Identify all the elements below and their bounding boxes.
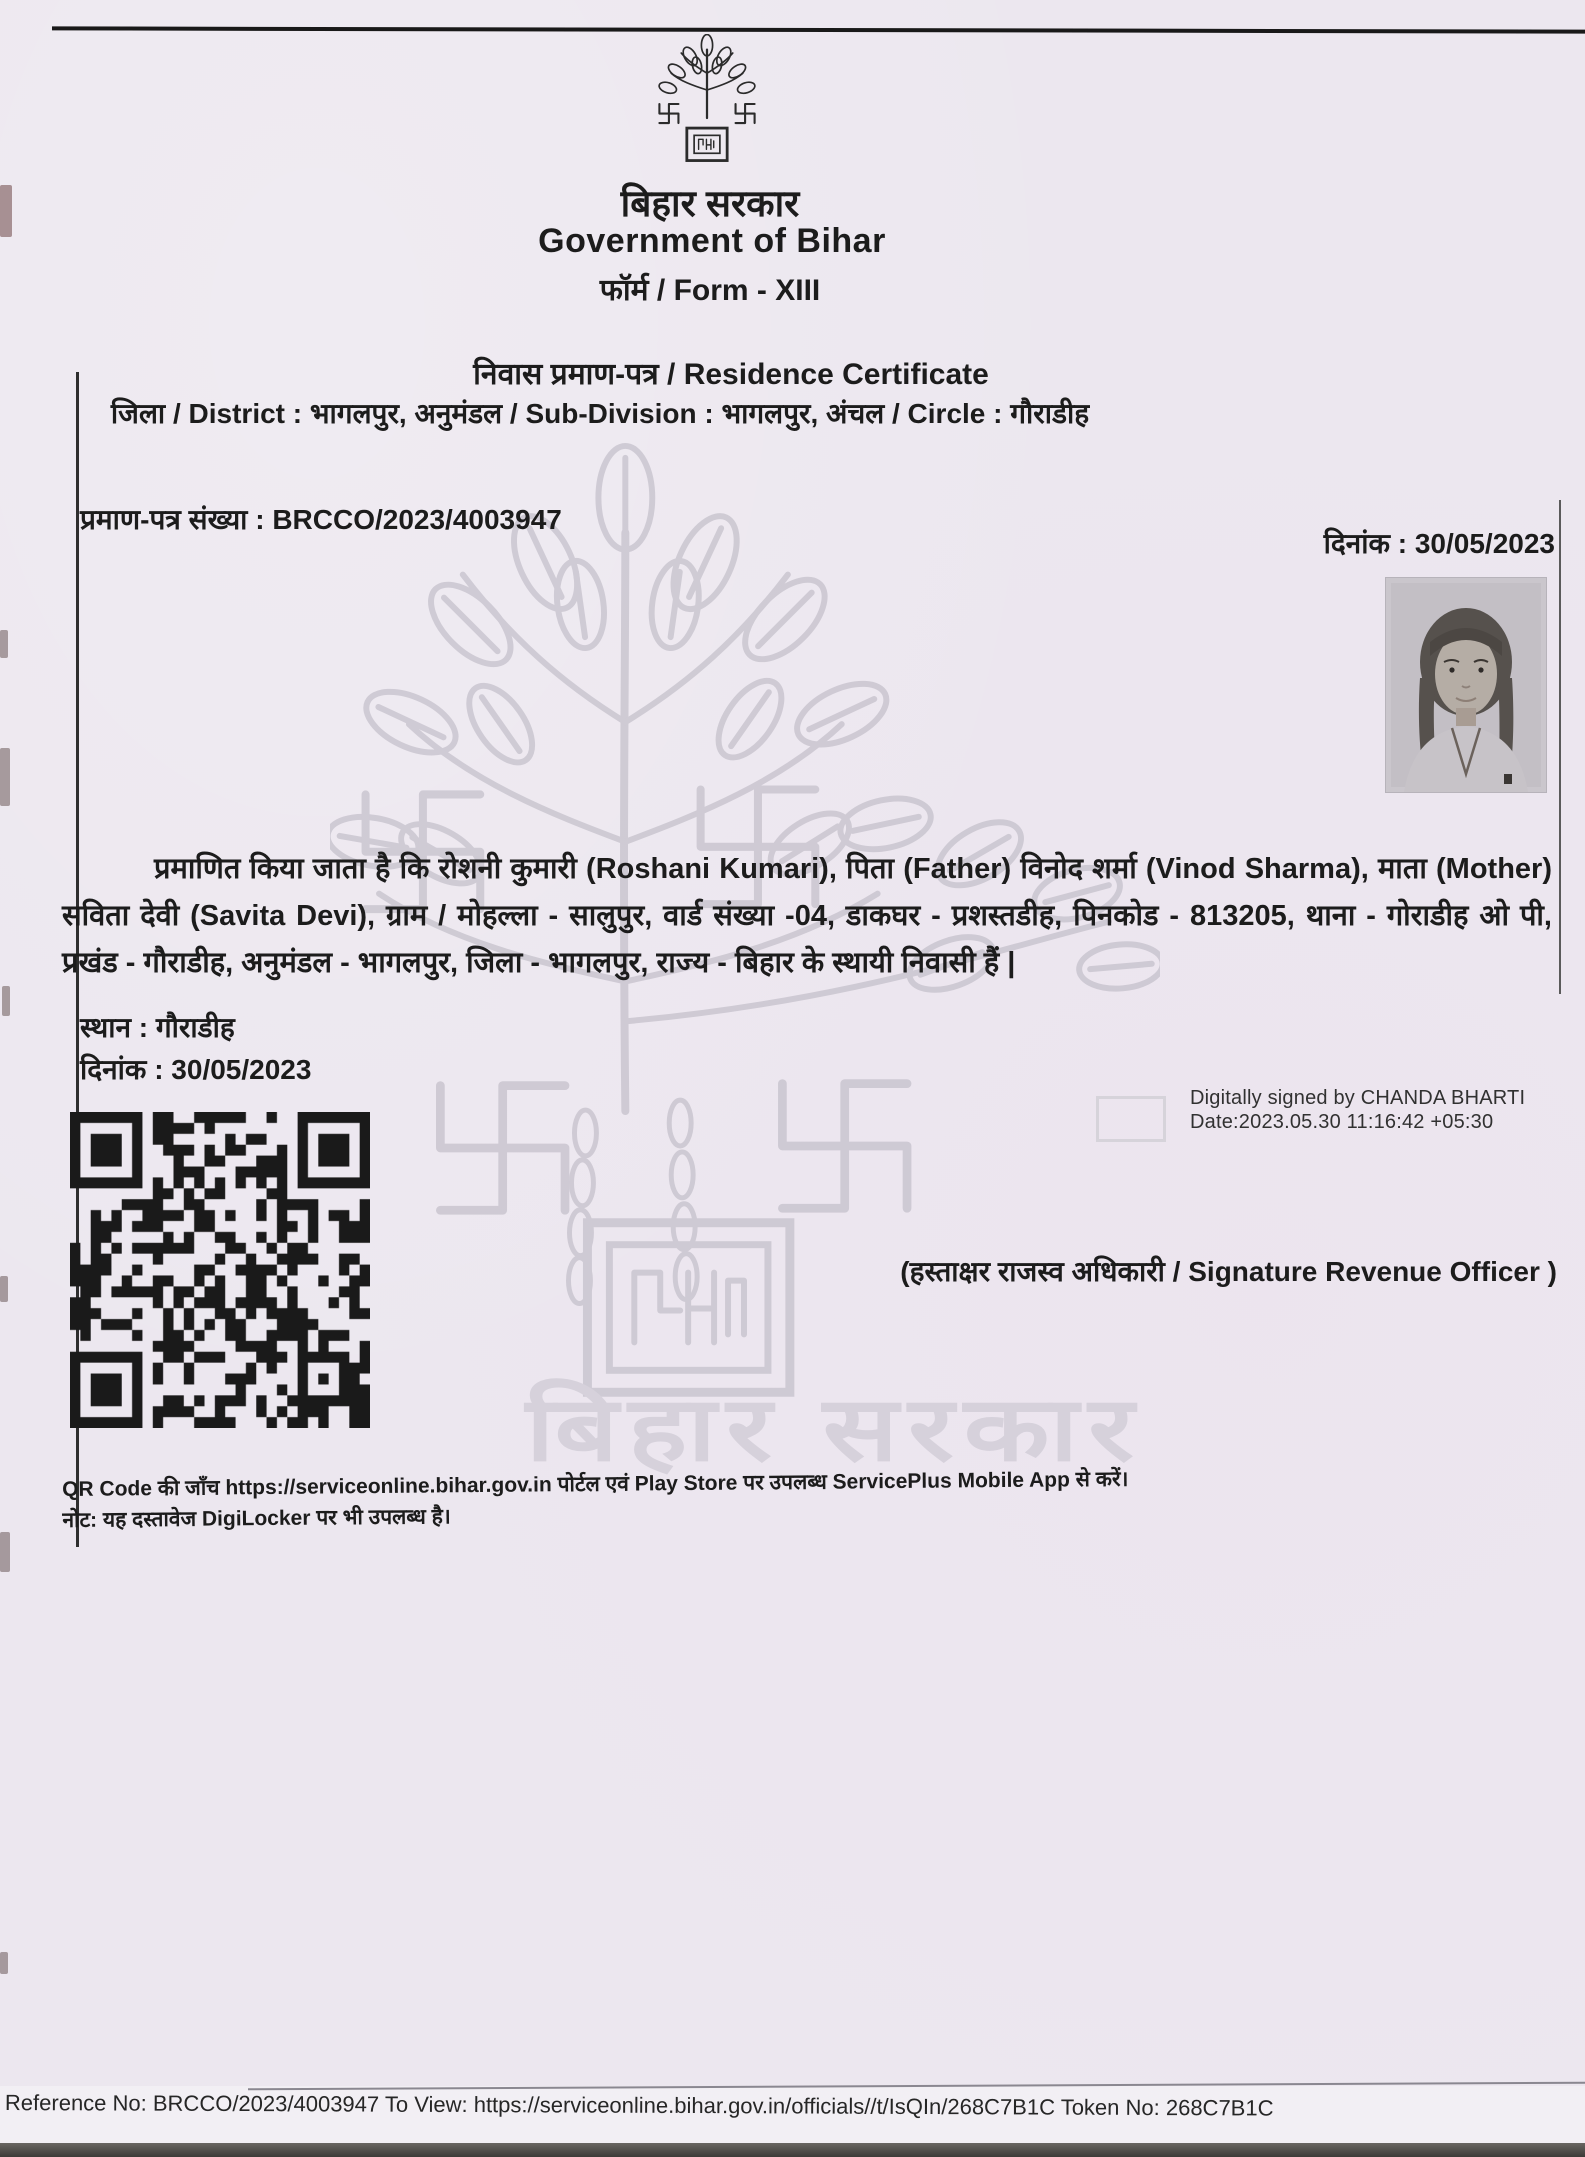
qr-verification-note <box>62 1464 1129 1536</box>
scan-edge-mark <box>0 1276 8 1302</box>
qr-note-line2: नोट: यह दस्तावेज DigiLocker पर भी उपलब्ध है। <box>62 1505 451 1532</box>
swastika-icon <box>440 1086 565 1211</box>
digital-signature-line1: Digitally signed by CHANDA BHARTI <box>1190 1087 1526 1109</box>
qr-note-line1: QR Code की जाँच https://serviceonline.bihar.gov.in पोर्टल एवं Play Store पर उपलब्ध ServicePlus Mobile App से करें। <box>62 1467 1129 1501</box>
scan-edge-mark <box>0 630 8 658</box>
swastika-icon <box>782 1084 907 1209</box>
scan-edge-mark <box>0 185 12 237</box>
qr-code <box>70 1112 370 1428</box>
signature-caption: (हस्ताक्षर राजस्व अधिकारी / Signature Revenue Officer ) <box>900 1256 1557 1287</box>
ministry-name-hindi: बिहार सरकार <box>620 183 800 224</box>
signature-box <box>1096 1096 1166 1142</box>
certificate-number: प्रमाण-पत्र संख्या : BRCCO/2023/4003947 <box>80 504 562 535</box>
scan-edge-mark <box>2 986 10 1016</box>
footer-reference: Reference No: BRCCO/2023/4003947 To View: https://serviceonline.bihar.gov.in/officials//t/IsQIn/268C7B1C Token No: 268C7B1C <box>4 2090 1274 2121</box>
form-number: फॉर्म / Form - XIII <box>599 274 821 307</box>
certificate-body-text: प्रमाणित किया जाता है कि रोशनी कुमारी (Roshani Kumari), पिता (Father) विनोद शर्मा (Vinod Sharma), माता (Mother) सविता देवी (Savita Devi), ग्राम / मोहल्ला - सालुपुर, वार्ड संख्या -04, डाकघर - प्रशस्तडीह, पिनकोड - 813205, थाना - गोराडीह ओ पी, प्रखंड - गौराडीह, अनुमंडल - भागलपुर, जिला - भागलपुर, राज्य - बिहार के स्थायी निवासी हैं | <box>62 853 1552 979</box>
district-line: जिला / District : भागलपुर, अनुमंडल / Sub-Division : भागलपुर, अंचल / Circle : गौराडीह <box>110 398 1090 429</box>
scan-edge-mark <box>0 748 10 806</box>
scan-edge-mark <box>0 1952 8 1974</box>
ministry-name-english: Government of Bihar <box>538 222 886 260</box>
certificate-title: निवास प्रमाण-पत्र / Residence Certificate <box>473 358 989 391</box>
bihar-government-logo <box>638 34 776 174</box>
scan-edge-mark <box>0 1532 10 1572</box>
place-label: स्थान : गौराडीह <box>80 1012 235 1043</box>
digital-signature <box>1190 1086 1525 1134</box>
swastika-icon <box>736 104 755 123</box>
date-label: दिनांक : 30/05/2023 <box>80 1054 312 1085</box>
issue-date: दिनांक : 30/05/2023 <box>1323 528 1555 559</box>
watermark-text: बिहार सरकार <box>525 1380 1023 1481</box>
scan-bottom-edge <box>0 2143 1585 2157</box>
digital-signature-line2: Date:2023.05.30 11:16:42 +05:30 <box>1190 1111 1494 1133</box>
swastika-icon <box>659 104 678 123</box>
right-border-line <box>1559 500 1561 994</box>
applicant-photo <box>1386 578 1546 792</box>
top-border-line <box>52 26 1585 33</box>
